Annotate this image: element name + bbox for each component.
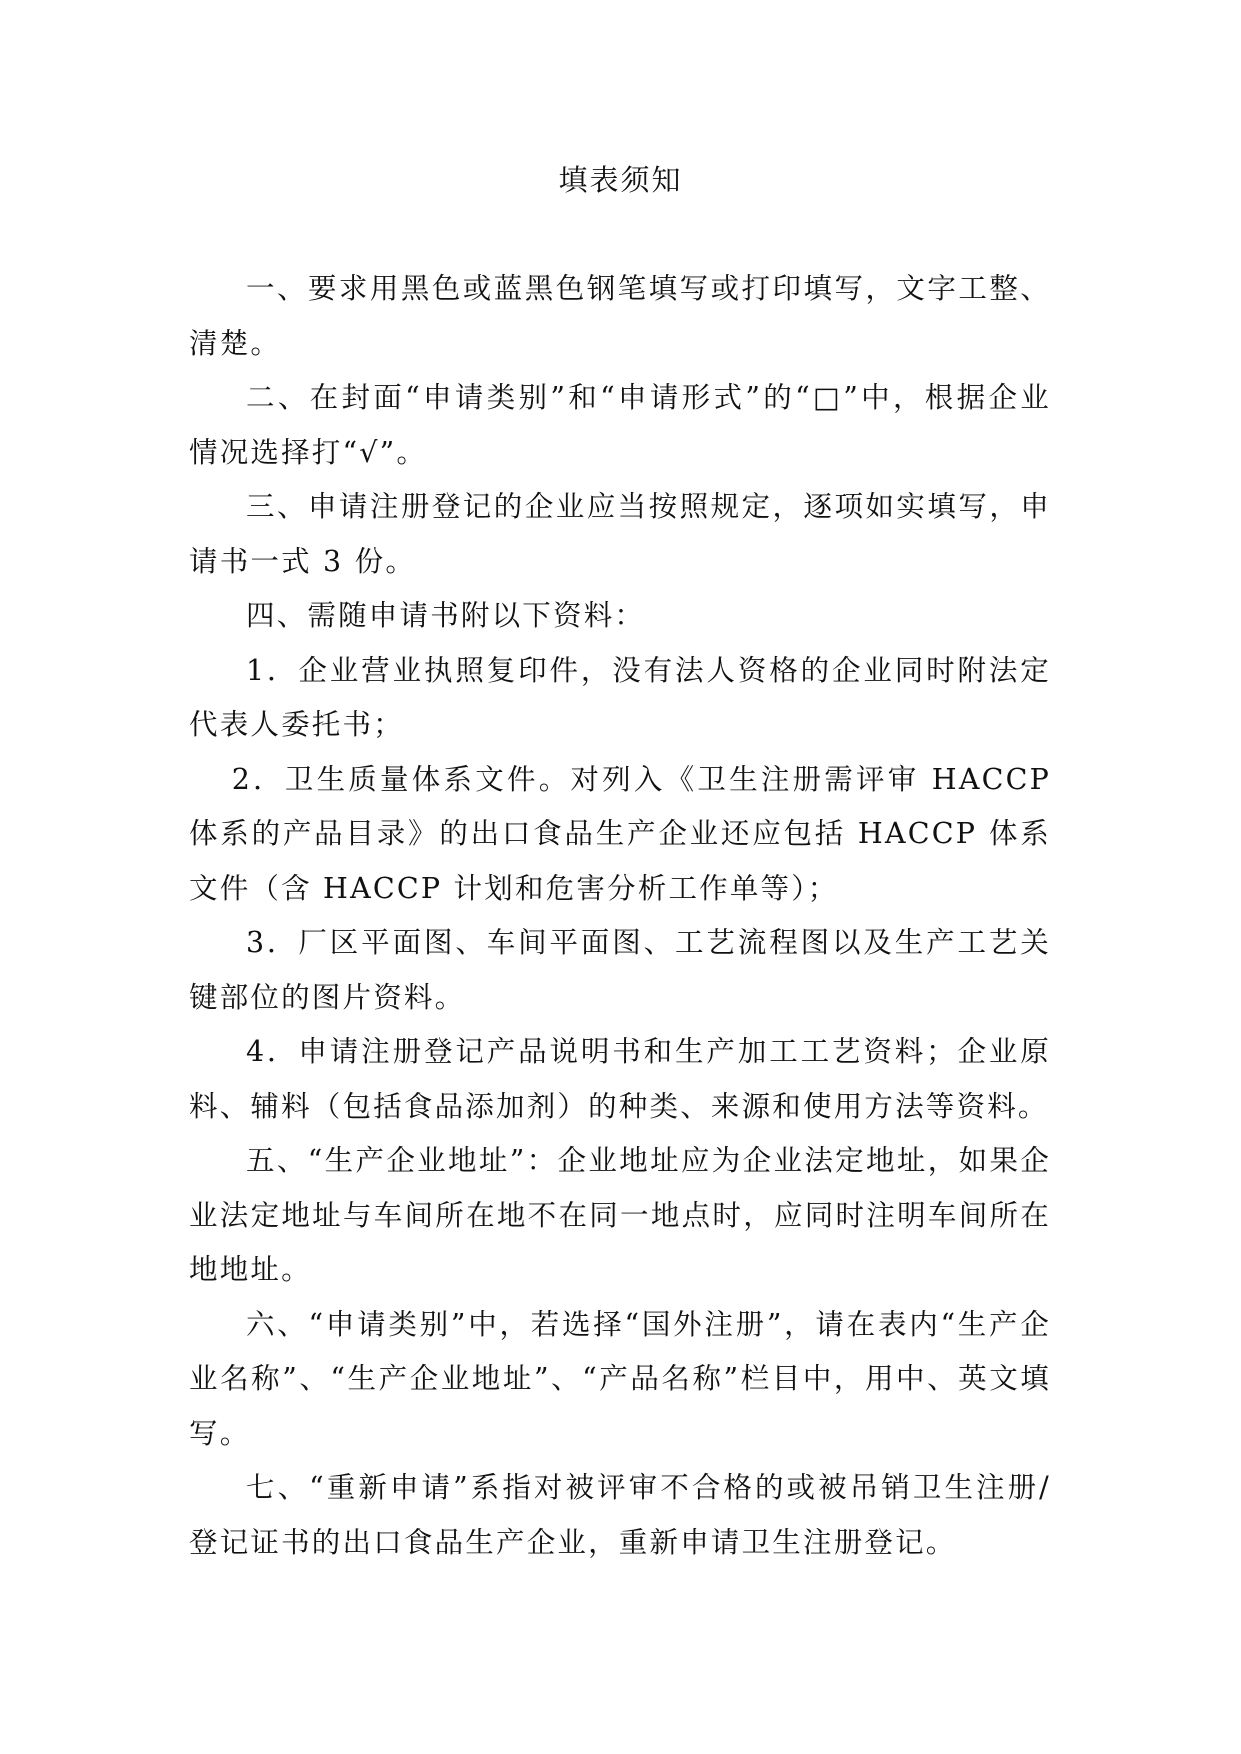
- instruction-7: 七、“重新申请”系指对被评审不合格的或被吊销卫生注册/登记证书的出口食品生产企业，重新申请卫生注册登记。: [189, 1471, 1051, 1559]
- instructions-body: [189, 262, 1051, 1570]
- instruction-4: 四、需随申请书附以下资料：: [246, 599, 646, 632]
- attachment-item-1: 1．企业营业执照复印件，没有法人资格的企业同时附法定代表人委托书；: [189, 653, 1051, 741]
- instruction-6: 六、“申请类别”中，若选择“国外注册”，请在表内“生产企业名称”、“生产企业地址”、“产品名称”栏目中，用中、英文填写。: [189, 1307, 1051, 1450]
- instruction-2: 二、在封面“申请类别”和“申请形式”的“□”中，根据企业情况选择打“√”。: [189, 381, 1051, 469]
- instruction-5: 五、“生产企业地址”：企业地址应为企业法定地址，如果企业法定地址与车间所在地不在同一地点时，应同时注明车间所在地地址。: [189, 1144, 1051, 1286]
- attachment-item-2: 2．卫生质量体系文件。对列入《卫生注册需评审 HACCP 体系的产品目录》的出口食品生产企业还应包括 HACCP 体系文件（含 HACCP 计划和危害分析工作单等）；: [189, 762, 1051, 905]
- instruction-1: 一、要求用黑色或蓝黑色钢笔填写或打印填写，文字工整、清楚。: [189, 272, 1051, 360]
- page-title: 填表须知: [558, 163, 683, 197]
- attachment-item-4: 4．申请注册登记产品说明书和生产加工工艺资料；企业原料、辅料（包括食品添加剂）的种类、来源和使用方法等资料。: [189, 1035, 1051, 1123]
- attachment-item-3: 3．厂区平面图、车间平面图、工艺流程图以及生产工艺关键部位的图片资料。: [189, 926, 1051, 1014]
- instruction-3: 三、申请注册登记的企业应当按照规定，逐项如实填写，申请书一式 3 份。: [189, 490, 1051, 578]
